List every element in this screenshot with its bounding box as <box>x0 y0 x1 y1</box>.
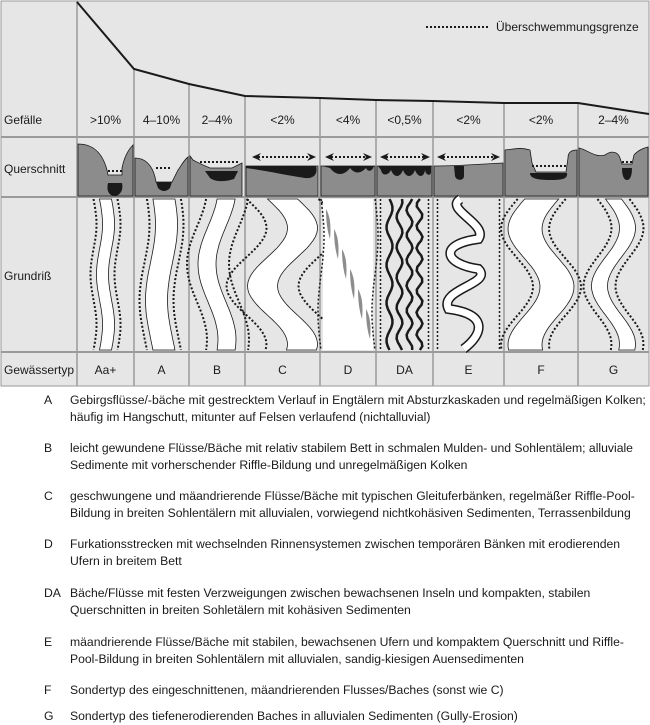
description-text: Furkationsstrecken mit wechselnden Rinnensystemen zwischen temporären Bänken mit erodierenden Ufern in breitem Bett <box>70 537 621 568</box>
description-text: geschwungene und mäandrierende Flüsse/Bäche mit typischen Gleituferbänken, regelmäßer Riffle-Pool-Bildung in breiten Sohlentälern mit alluvialen, vorwiegend nichtkohäsiven Sedimenten, Terrassenbildung <box>70 489 635 520</box>
gradient-value: <2% <box>528 113 554 127</box>
water-type-code: G <box>608 363 619 377</box>
cross-section-g <box>579 147 648 196</box>
row-label-plan-view: Grundriß <box>4 269 52 283</box>
terrain <box>434 163 503 196</box>
terrain <box>579 147 648 196</box>
water-type-code: B <box>212 363 222 377</box>
gradient-value: <4% <box>335 113 361 127</box>
gradient-value: >10% <box>89 113 122 127</box>
description-code: C <box>44 489 53 503</box>
braided-bed <box>323 199 373 350</box>
description-text: Bäche/Flüsse mit festen Verzweigungen zwischen bewachsenen Inseln und kompakten, stabilen Querschnitten in breiten Sohletälern mit kohäsiven Sedimenten <box>70 586 591 617</box>
gradient-value: 4–10% <box>142 113 181 127</box>
description-code: DA <box>44 586 61 600</box>
legend-label: Überschwemmungsgrenze <box>496 20 639 34</box>
description-code: D <box>44 537 53 551</box>
water-type-code: DA <box>396 363 413 377</box>
water-type-code: E <box>464 363 473 377</box>
description-code: E <box>44 635 53 649</box>
water-type-code: Aa+ <box>94 363 117 377</box>
description-text: Sondertyp des tiefenerodierenden Baches in alluvialen Sedimenten (Gully-Erosion) <box>70 709 518 723</box>
water-type-code: A <box>157 363 166 377</box>
gradient-value: <0,5% <box>387 113 422 127</box>
water-type-code: F <box>537 363 545 377</box>
description-text: Gebirgsflüsse/-bäche mit gestrecktem Verlauf in Engtälern mit Absturzkaskaden und regelmäßigen Kolken; häufig im Hangschutt, mitunter auf Felsen verlaufend (nichtalluvial) <box>70 393 646 424</box>
water-type-code: D <box>343 363 353 377</box>
description-code: B <box>44 441 53 455</box>
gradient-value: 2–4% <box>201 113 233 127</box>
description-text: leicht gewundene Flüsse/Bäche mit relativ stabilem Bett in schmalen Mulden- und Sohlentälem; alluviale Sedimente mit vorherschender Riffle-Bildung und unregelmäßigen Kolken <box>70 441 633 472</box>
row-label-water-type: Gewässertyp <box>4 363 75 377</box>
terrain <box>321 166 375 196</box>
row-label-cross-section: Querschnitt <box>4 162 66 176</box>
gradient-value: 2–4% <box>598 113 629 127</box>
description-text: Sondertyp des eingeschnittenen, mäandrierenden Flusses/Baches (sonst wie C) <box>70 683 504 697</box>
gradient-value: <2% <box>456 113 481 127</box>
row-label-gradient: Gefälle <box>4 113 43 127</box>
description-code: F <box>44 683 52 697</box>
gradient-value: <2% <box>270 113 295 127</box>
description-code: G <box>44 709 54 723</box>
description-code: A <box>44 393 53 407</box>
plan-view-d <box>318 199 378 350</box>
description-text: mäandrierende Flüsse/Bäche mit stabilen, bewachsenen Ufern und kompaktem Querschnitt und Riffle-Pool-Bildung in breiten Sohlentälern mit alluvialen, sandig-kiesigen Auensedimenten <box>70 635 624 666</box>
water-type-code: C <box>278 363 287 377</box>
